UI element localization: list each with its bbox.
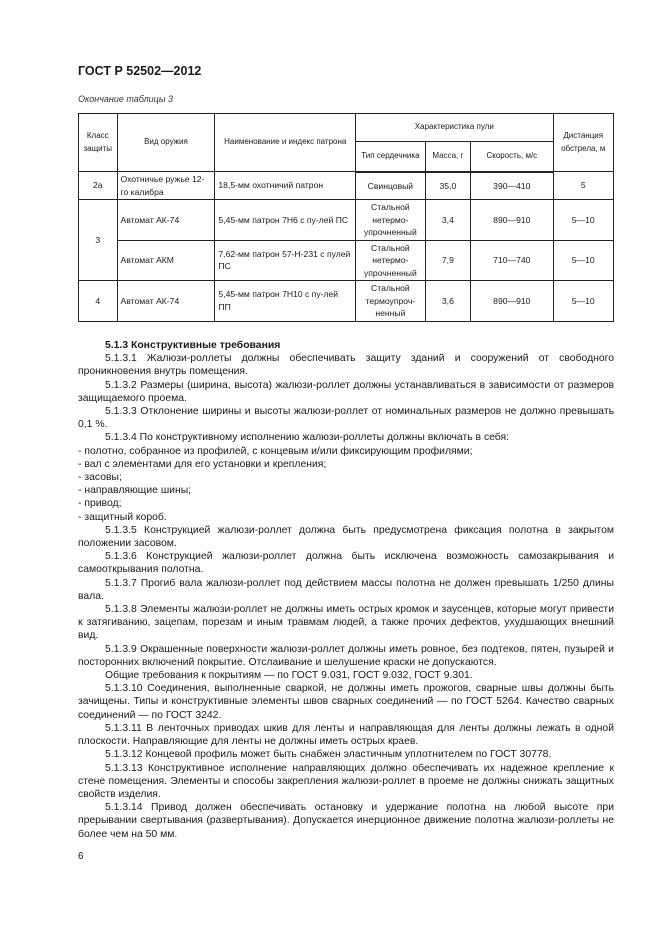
list-item: - защитный короб. <box>78 511 167 523</box>
cell-distance: 5—10 <box>553 200 614 241</box>
cell-cartridge: 18,5-мм охотничий патрон <box>215 172 356 200</box>
cell-class: 4 <box>79 281 118 322</box>
cell-speed: 890—910 <box>471 281 553 322</box>
table-caption: Окончание таблицы 3 <box>78 94 173 104</box>
header-mass: Масса, г <box>425 142 470 172</box>
paragraph: 5.1.3.6 Конструкцией жалюзи-роллет должна быть исключена возможность самозакрывания и самооткрывания полотна. <box>78 551 614 576</box>
table-row <box>79 172 614 200</box>
header-core: Тип сердечника <box>356 142 426 172</box>
cell-cartridge: 7,62-мм патрон 57-Н-231 с пулей ПС <box>215 240 356 281</box>
cell-weapon: Автомат АК-74 <box>117 281 215 322</box>
cell-core: Стальной нетермо-упрочненный <box>356 200 426 241</box>
header-bullet: Характеристика пули <box>356 114 553 142</box>
cell-weapon: Охотничье ружье 12-го калибра <box>117 172 215 200</box>
paragraph: 5.1.3.8 Элементы жалюзи-роллет не должны иметь острых кромок и заусенцев, которые могут привести к затягиванию, зацепам, порезам и иным травмам людей, а также прочих дефектов, ухудшающих внешний вид. <box>78 604 614 642</box>
document-header: ГОСТ Р 52502—2012 <box>78 64 202 78</box>
header-cartridge: Наименование и индекс патрона <box>215 114 356 172</box>
cell-mass: 7,9 <box>425 240 470 281</box>
cell-speed: 390—410 <box>471 172 553 200</box>
paragraph: 5.1.3.5 Конструкцией жалюзи-роллет должна быть предусмотрена фиксация полотна в закрытом положении засовом. <box>78 524 614 550</box>
cell-cartridge: 5,45-мм патрон 7Н10 с пу-лей ПП <box>215 281 356 322</box>
table-row <box>79 240 614 281</box>
paragraph: 5.1.3.3 Отклонение ширины и высоты жалюзи-роллет от номинальных размеров не должно превышать 0,1 %. <box>78 406 614 431</box>
cell-class: 3 <box>79 200 118 281</box>
list-item: - привод; <box>78 498 122 510</box>
paragraph: 5.1.3.2 Размеры (ширина, высота) жалюзи-роллет должны устанавливаться в зависимости от размеров защищаемого проема. <box>78 379 614 404</box>
list-item: - засовы; <box>78 472 122 484</box>
cell-speed: 890—910 <box>471 200 553 241</box>
cell-mass: 3,6 <box>425 281 470 322</box>
cell-distance: 5—10 <box>553 281 614 322</box>
cell-mass: 3,4 <box>425 200 470 241</box>
cell-core: Стальной нетермо-упрочненный <box>356 240 426 281</box>
bullet-resistance-table <box>78 113 614 322</box>
cell-core: Стальной термоупроч-ненный <box>356 281 426 322</box>
table-row <box>79 200 614 241</box>
paragraph: Общие требования к покрытиям — по ГОСТ 9.031, ГОСТ 9.032, ГОСТ 9.301. <box>105 670 473 682</box>
paragraph: 5.1.3.11 В ленточных приводах шкив для ленты и направляющая для ленты должны лежать в одной плоскости. Направляющие для ленты не должны иметь острых краев. <box>78 722 614 748</box>
list-item: - вал с элементами для его установки и крепления; <box>78 458 327 470</box>
section-heading: 5.1.3 Конструктивные требования <box>105 340 281 351</box>
cell-weapon: Автомат АКМ <box>117 240 215 281</box>
list-item: - направляющие шины; <box>78 485 192 497</box>
header-weapon: Вид оружия <box>117 114 215 172</box>
cell-distance: 5 <box>553 172 614 200</box>
header-distance: Дистанция обстрела, м <box>553 114 614 172</box>
paragraph: 5.1.3.9 Окрашенные поверхности жалюзи-роллет должны иметь ровное, без подтеков, пятен, пузырей и посторонних включений покрытие. Отслаивание и шелушение краски не допускаются. <box>78 643 614 668</box>
paragraph: 5.1.3.12 Концевой профиль может быть снабжен эластичным уплотнителем по ГОСТ 30778. <box>105 749 552 761</box>
page-number: 6 <box>78 851 84 862</box>
paragraph: 5.1.3.1 Жалюзи-роллеты должны обеспечивать защиту зданий и сооружений от свободного проникновения внутрь помещения. <box>78 353 614 378</box>
paragraph: 5.1.3.4 По конструктивному исполнению жалюзи-роллеты должны включать в себя: <box>105 432 510 444</box>
cell-cartridge: 5,45-мм патрон 7Н6 с пу-лей ПС <box>215 200 356 241</box>
table-row <box>79 281 614 322</box>
cell-mass: 35,0 <box>425 172 470 200</box>
cell-speed: 710—740 <box>471 240 553 281</box>
document-body <box>78 339 614 841</box>
paragraph: 5.1.3.14 Привод должен обеспечивать остановку и удержание полотна на любой высоте при прерывании свертывания (развертывания). Допускается инерционное движение полотна жалюзи-роллеты не более чем на 50 мм. <box>78 802 614 840</box>
list-item: - полотно, собранное из профилей, с концевым и/или фиксирующим профилями; <box>78 445 473 457</box>
cell-class: 2а <box>79 172 118 200</box>
cell-distance: 5—10 <box>553 240 614 281</box>
paragraph: 5.1.3.13 Конструктивное исполнение направляющих должно обеспечивать их надежное крепление к стене помещения. Элементы и способы закрепления жалюзи-роллет в проеме не должны снижать защитных свойств изделия. <box>78 762 614 800</box>
header-speed: Скорость, м/с <box>471 142 553 172</box>
header-class: Класс защиты <box>79 114 118 172</box>
cell-core: Свинцовый <box>356 172 426 200</box>
cell-weapon: Автомат АК-74 <box>117 200 215 241</box>
paragraph: 5.1.3.10 Соединения, выполненные сваркой, не должны иметь прожогов, сварные швы должны быть зачищены. Типы и конструктивные элементы швов сварных соединений — по ГОСТ 5264. Качество сварных соединений — по ГОСТ 3242. <box>78 683 614 721</box>
paragraph: 5.1.3.7 Прогиб вала жалюзи-роллет под действием массы полотна не должен превышать 1/250 длины вала. <box>78 577 614 602</box>
